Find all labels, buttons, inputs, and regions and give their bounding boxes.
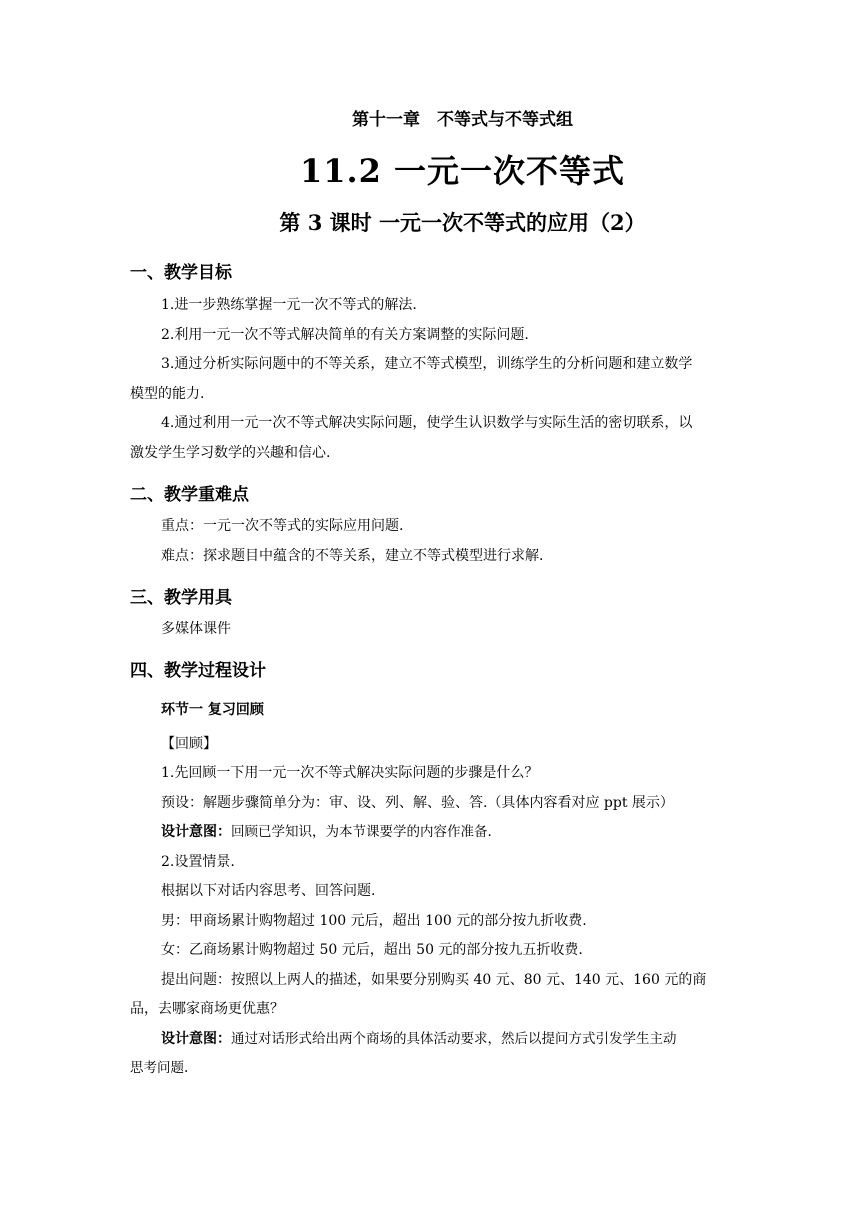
review-question-2: 2.设置情景.	[161, 854, 235, 870]
design-intent-label: 设计意图：	[161, 824, 231, 840]
heading-teaching-goals: 一、教学目标	[130, 263, 232, 283]
goal-item-continued: 模型的能力.	[130, 386, 205, 402]
review-question-1: 1.先回顾一下用一元一次不等式解决实际问题的步骤是什么？	[161, 765, 539, 781]
goal-item-continued: 激发学生学习数学的兴趣和信心.	[130, 445, 331, 461]
key-point: 重点：一元一次不等式的实际应用问题.	[161, 518, 404, 534]
question-line-continued: 品，去哪家商场更优惠？	[130, 1001, 284, 1017]
design-intent-1	[161, 824, 492, 840]
design-intent-label: 设计意图：	[161, 1031, 231, 1047]
presumed-answer: 预设：解题步骤简单分为：审、设、列、解、验、答.（具体内容看对应 ppt 展示）	[161, 795, 674, 811]
design-intent-text: 回顾已学知识，为本节课要学的内容作准备.	[231, 824, 492, 840]
lesson-title: 第 3 课时 一元一次不等式的应用（2）	[279, 210, 646, 235]
design-intent-text: 通过对话形式给出两个商场的具体活动要求，然后以提问方式引发学生主动	[231, 1031, 677, 1047]
goal-item: 3.通过分析实际问题中的不等关系，建立不等式模型，训练学生的分析问题和建立数学	[161, 356, 693, 372]
review-tag: 【回顾】	[161, 736, 217, 752]
section-title: 11.2 一元一次不等式	[299, 152, 626, 190]
dialog-male: 男：甲商场累计购物超过 100 元后，超出 100 元的部分按九折收费.	[161, 913, 587, 929]
dialog-intro: 根据以下对话内容思考、回答问题.	[161, 883, 376, 899]
heading-process-design: 四、教学过程设计	[130, 661, 266, 681]
question-line: 提出问题：按照以上两人的描述，如果要分别购买 40 元、80 元、140 元、160 元的商	[161, 972, 707, 988]
goal-item: 1.进一步熟练掌握一元一次不等式的解法.	[161, 297, 417, 313]
step-one-title: 环节一 复习回顾	[161, 702, 264, 718]
difficulty-point: 难点：探求题目中蕴含的不等关系，建立不等式模型进行求解.	[161, 548, 544, 564]
chapter-title: 第十一章 不等式与不等式组	[352, 110, 573, 130]
heading-key-points: 二、教学重难点	[130, 485, 249, 505]
teaching-tools: 多媒体课件	[161, 621, 231, 637]
goal-item: 2.利用一元一次不等式解决简单的有关方案调整的实际问题.	[161, 327, 529, 343]
design-intent-2	[161, 1031, 677, 1047]
dialog-female: 女：乙商场累计购物超过 50 元后，超出 50 元的部分按九五折收费.	[161, 942, 583, 958]
heading-teaching-tools: 三、教学用具	[130, 588, 232, 608]
design-intent-2-continued: 思考问题.	[130, 1060, 189, 1076]
goal-item: 4.通过利用一元一次不等式解决实际问题，使学生认识数学与实际生活的密切联系，以	[161, 415, 693, 431]
